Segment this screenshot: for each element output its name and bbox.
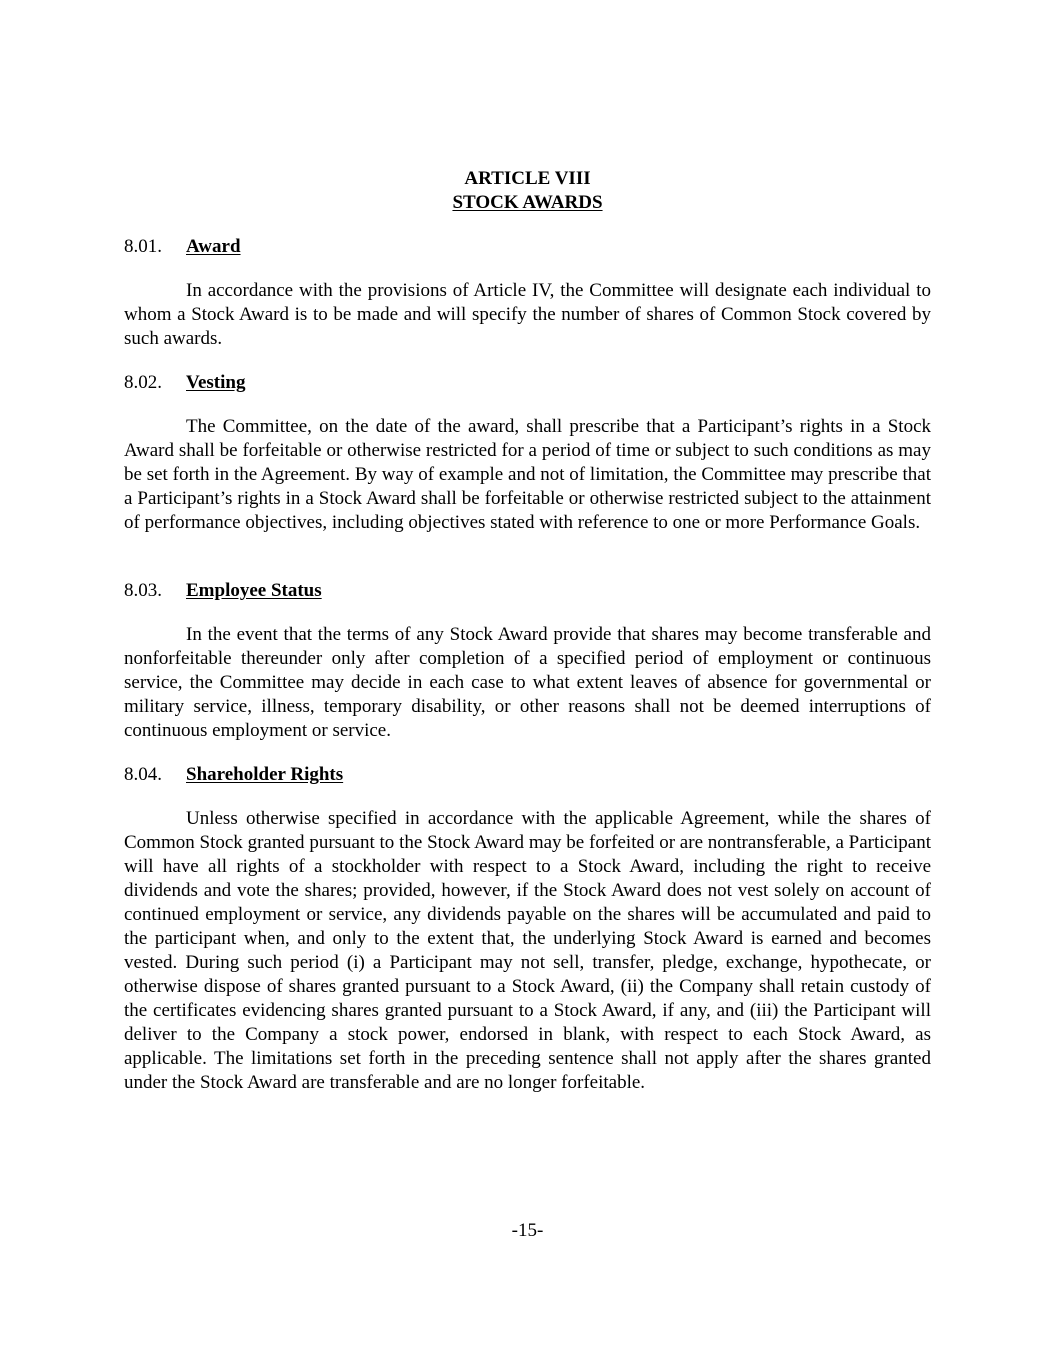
article-title: ARTICLE VIII <box>464 168 591 189</box>
document-page <box>124 0 931 1365</box>
section-heading <box>124 371 931 395</box>
section-body: In the event that the terms of any Stock Award provide that shares may become transferable and nonforfeitable thereunder only after completion of a specified period of employment or continuous service, the Committee may decide in each case to what extent leaves of absence for governmental or military service, illness, temporary disability, or other reasons shall not be deemed interruptions of continuous employment or service. <box>124 624 931 741</box>
section-heading <box>124 763 931 787</box>
section-number: 8.04. <box>124 764 162 785</box>
section-number: 8.03. <box>124 580 162 601</box>
section-body: The Committee, on the date of the award, shall prescribe that a Participant’s rights in a Stock Award shall be forfeitable or otherwise restricted for a period of time or subject to such conditions as may be set forth in the Agreement. By way of example and not of limitation, the Committee may prescribe that a Participant’s rights in a Stock Award shall be forfeitable or otherwise restricted subject to the attainment of performance objectives, including objectives stated with reference to one or more Performance Goals. <box>124 416 931 533</box>
page-number: -15- <box>511 1220 544 1241</box>
section-number: 8.02. <box>124 372 162 393</box>
section-8-01 <box>124 235 931 351</box>
section-body: Unless otherwise specified in accordance with the applicable Agreement, while the shares of Common Stock granted pursuant to the Stock Award may be forfeited or are nontransferable, a Participant will have all rights of a stockholder with respect to a Stock Award, including the right to receive dividends and vote the shares; provided, however, if the Stock Award does not vest solely on account of continued employment or service, any dividends payable on the shares will be accumulated and paid to the participant when, and only to the extent that, the underlying Stock Award is earned and becomes vested. During such period (i) a Participant may not sell, transfer, pledge, exchange, hypothecate, or otherwise dispose of shares granted pursuant to a Stock Award, (ii) the Company shall retain custody of the certificates evidencing shares granted pursuant to a Stock Award, if any, and (iii) the Participant will deliver to the Company a stock power, endorsed in blank, with respect to each Stock Award, as applicable. The limitations set forth in the preceding sentence shall not apply after the shares granted under the Stock Award are transferable and are no longer forfeitable. <box>124 808 931 1093</box>
section-heading <box>124 235 931 259</box>
section-number: 8.01. <box>124 236 162 257</box>
section-title: Employee Status <box>186 580 322 601</box>
section-title: Award <box>186 236 241 257</box>
section-title: Shareholder Rights <box>186 764 344 785</box>
section-title: Vesting <box>186 372 246 393</box>
article-subtitle: STOCK AWARDS <box>452 192 603 213</box>
section-8-03 <box>124 579 931 743</box>
section-body: In accordance with the provisions of Article IV, the Committee will designate each individual to whom a Stock Award is to be made and will specify the number of shares of Common Stock covered by such awards. <box>124 280 931 349</box>
section-8-04 <box>124 763 931 1095</box>
section-heading <box>124 579 931 603</box>
article-heading <box>124 167 931 215</box>
section-8-02 <box>124 371 931 535</box>
